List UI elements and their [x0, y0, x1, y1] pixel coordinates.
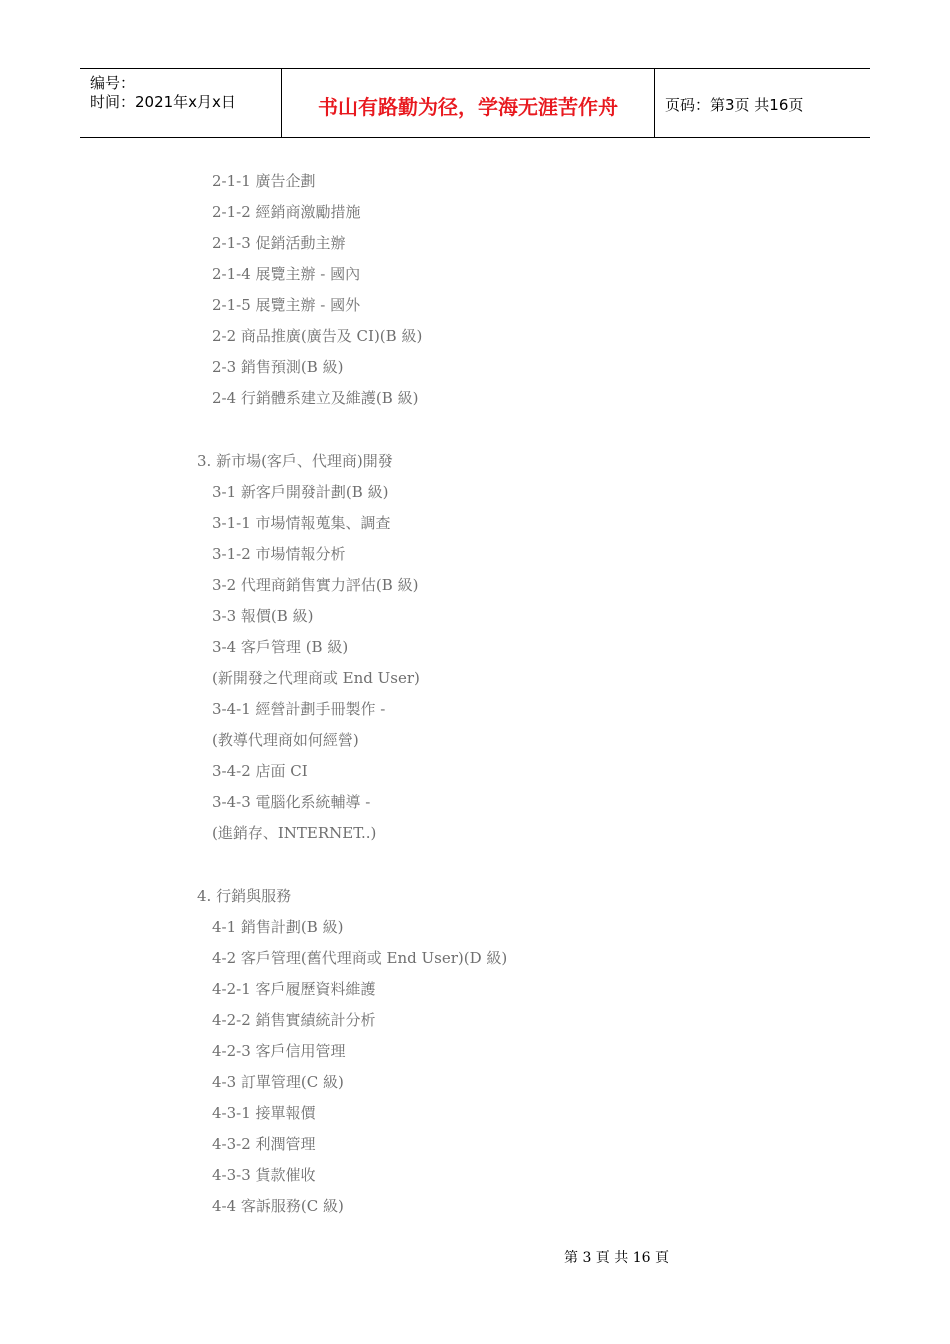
header-left-cell — [80, 69, 282, 137]
outline-line: 2-2 商品推廣(廣告及 CI)(B 級) — [212, 327, 423, 345]
header-middle-cell — [282, 69, 655, 137]
outline-line: 2-4 行銷體系建立及維護(B 級) — [212, 389, 419, 407]
outline-line: 3-1-2 市場情報分析 — [212, 545, 346, 563]
time-label: 时间：2021年x月x日 — [90, 93, 236, 111]
outline-line: 4-3-2 利潤管理 — [212, 1135, 316, 1153]
page-footer: 第 3 頁 共 16 頁 — [564, 1250, 669, 1266]
section-heading: 4. 行銷與服務 — [197, 887, 292, 905]
outline-line: 4-2-3 客戶信用管理 — [212, 1042, 346, 1060]
outline-line: 3-4 客戶管理 (B 級) — [212, 638, 349, 656]
outline-line: (進銷存、INTERNET..) — [212, 824, 377, 842]
motto-text: 书山有路勤为径，学海无涯苦作舟 — [318, 95, 618, 119]
outline-line: 3-4-3 電腦化系統輔導 - — [212, 793, 371, 811]
outline-line: 4-3 訂單管理(C 級) — [212, 1073, 344, 1091]
outline-line: 3-4-1 經營計劃手冊製作 - — [212, 700, 386, 718]
outline-line: (新開發之代理商或 End User) — [212, 669, 420, 687]
outline-line: 4-4 客訴服務(C 級) — [212, 1197, 344, 1215]
outline-line: (教導代理商如何經營) — [212, 731, 359, 749]
outline-line: 4-1 銷售計劃(B 級) — [212, 918, 344, 936]
outline-line: 3-1 新客戶開發計劃(B 級) — [212, 483, 389, 501]
outline-line: 4-3-3 貨款催收 — [212, 1166, 316, 1184]
outline-line: 4-2-1 客戶履歷資料維護 — [212, 980, 376, 998]
outline-line: 4-3-1 接單報價 — [212, 1104, 316, 1122]
outline-line: 2-1-1 廣告企劃 — [212, 172, 316, 190]
outline-line: 3-2 代理商銷售實力評估(B 級) — [212, 576, 419, 594]
outline-line: 3-3 報價(B 級) — [212, 607, 314, 625]
outline-line: 4-2 客戶管理(舊代理商或 End User)(D 級) — [212, 949, 508, 967]
outline-line: 2-1-3 促銷活動主辦 — [212, 234, 346, 252]
header-table — [80, 68, 870, 138]
outline-line: 2-1-5 展覽主辦 - 國外 — [212, 296, 361, 314]
number-label: 编号： — [90, 74, 136, 92]
page-info: 页码：第3页 共16页 — [665, 96, 804, 114]
outline-line: 2-1-4 展覽主辦 - 國內 — [212, 265, 361, 283]
outline-line: 3-4-2 店面 CI — [212, 762, 308, 780]
outline-line: 3-1-1 市場情報蒐集、調查 — [212, 514, 391, 532]
outline-line: 2-1-2 經銷商激勵措施 — [212, 203, 361, 221]
header-right-cell — [655, 69, 870, 137]
outline-line: 4-2-2 銷售實績統計分析 — [212, 1011, 376, 1029]
section-heading: 3. 新市場(客戶、代理商)開發 — [197, 452, 393, 470]
outline-line: 2-3 銷售預測(B 級) — [212, 358, 344, 376]
